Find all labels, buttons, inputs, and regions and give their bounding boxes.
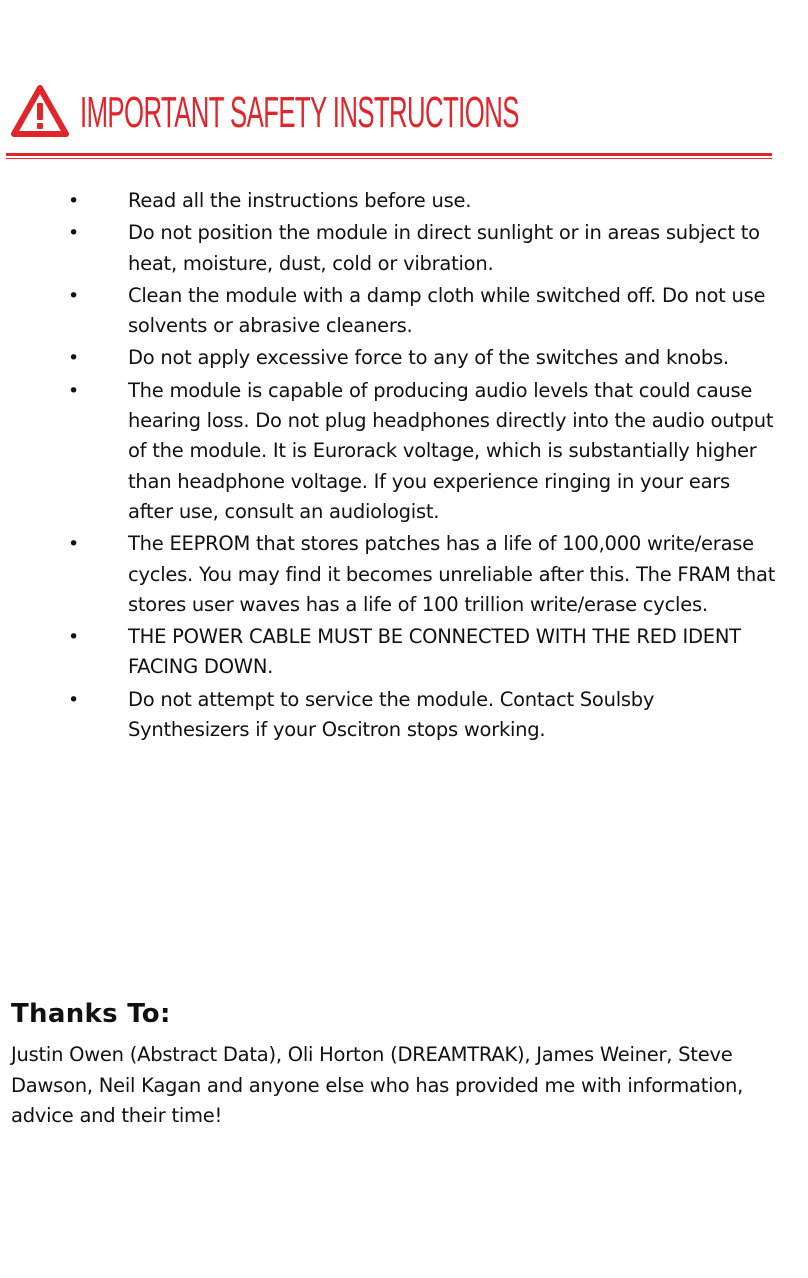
list-item-text: Clean the module with a damp cloth while switched off. Do not use solvents or abrasive cleaners. — [128, 283, 766, 338]
safety-instructions-list — [0, 186, 808, 747]
thanks-heading: Thanks To: — [11, 999, 171, 1029]
header-divider-thin — [6, 158, 772, 159]
list-item — [0, 281, 808, 342]
bullet-icon: • — [68, 284, 79, 307]
safety-header — [10, 84, 770, 140]
bullet-icon: • — [68, 379, 79, 402]
bullet-icon: • — [68, 626, 79, 649]
list-item — [0, 343, 808, 373]
page-title: IMPORTANT SAFETY INSTRUCTIONS — [80, 88, 519, 137]
header-divider — [6, 153, 772, 156]
bullet-icon: • — [68, 190, 79, 212]
bullet-icon: • — [68, 688, 79, 711]
bullet-icon: • — [68, 347, 79, 370]
list-item-text: THE POWER CABLE MUST BE CONNECTED WITH THE RED IDENT FACING DOWN. — [128, 625, 741, 679]
list-item-text: The module is capable of producing audio levels that could cause hearing loss. Do not plug headphones directly into the audio output of the module. It is Eurorack voltage, which is substantially higher than headphone voltage. If you experience ringing in your ears after use, consult an audiologist. — [128, 378, 774, 523]
list-item-text: Do not attempt to service the module. Contact Soulsby Synthesizers if your Oscitron stops working. — [128, 687, 655, 742]
list-item-text: Read all the instructions before use. — [128, 189, 472, 212]
list-item-text: Do not position the module in direct sunlight or in areas subject to heat, moisture, dust, cold or vibration. — [128, 221, 760, 275]
warning-triangle-icon — [10, 84, 70, 138]
list-item — [0, 622, 808, 683]
list-item-text: Do not apply excessive force to any of the switches and knobs. — [128, 346, 729, 370]
list-item — [0, 685, 808, 746]
list-item — [0, 186, 808, 216]
bullet-icon: • — [68, 222, 79, 245]
thanks-body: Justin Owen (Abstract Data), Oli Horton (DREAMTRAK), James Weiner, Steve Dawson, Neil Kagan and anyone else who has provided me with information, advice and their time! — [11, 1043, 744, 1127]
list-item — [0, 376, 808, 527]
list-item — [0, 529, 808, 620]
list-item — [0, 218, 808, 279]
list-item-text: The EEPROM that stores patches has a life of 100,000 write/erase cycles. You may find it becomes unreliable after this. The FRAM that stores user waves has a life of 100 trillion write/erase cycles. — [128, 532, 776, 616]
bullet-icon: • — [68, 533, 79, 556]
